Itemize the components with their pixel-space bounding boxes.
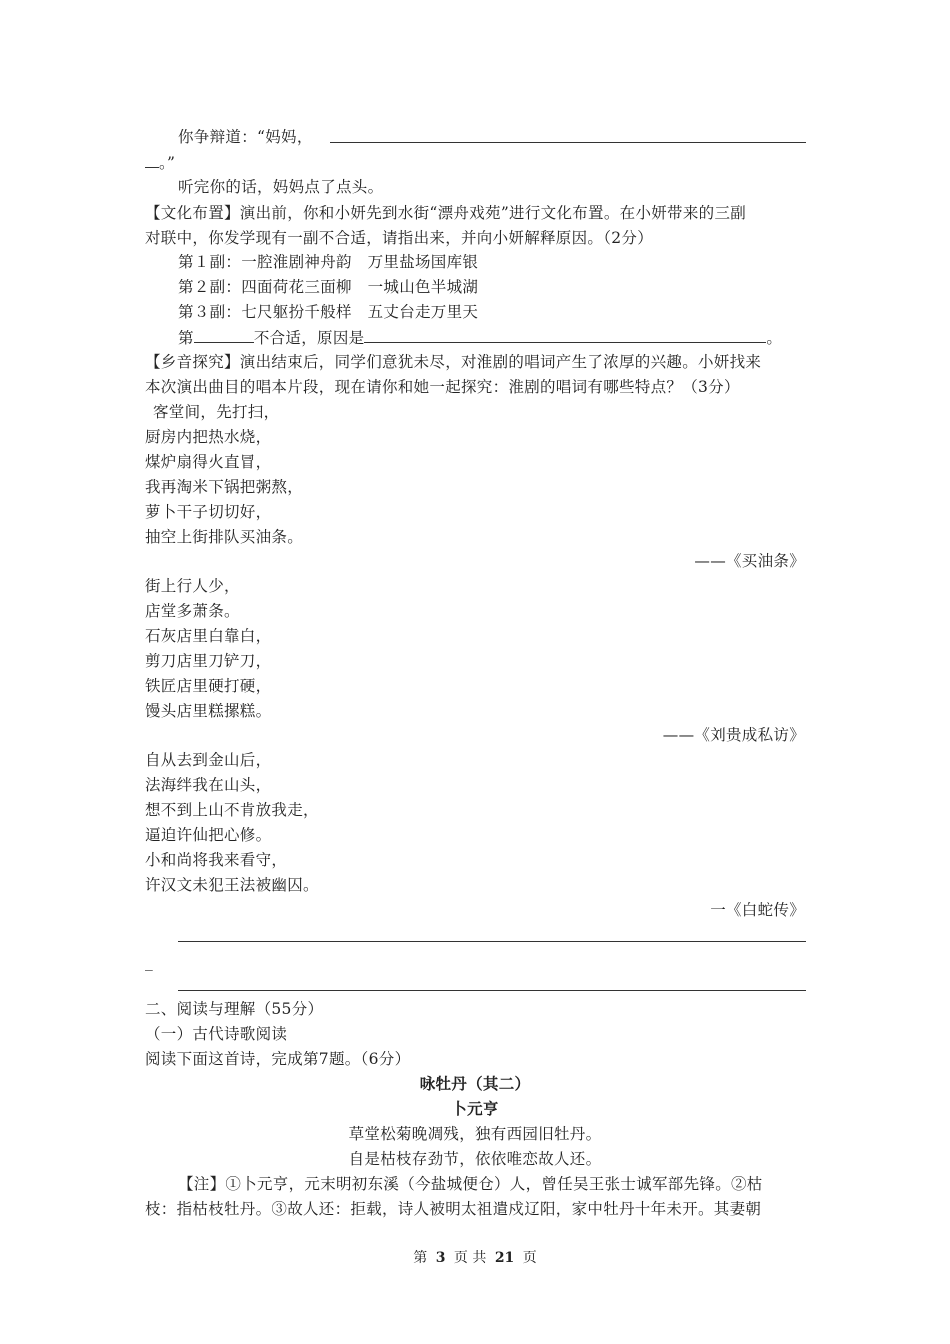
argue-end-line bbox=[145, 152, 175, 173]
poem-line-2: 自是枯枝存劲节，依依唯恋故人还。 bbox=[348, 1150, 602, 1168]
note-line-2: 枝：指枯枝牡丹。③故人还：拒载，诗人被明太祖遣戍辽阳，家中牡丹十年未开。其妻朝 bbox=[145, 1200, 762, 1218]
answer-blank-reason[interactable] bbox=[364, 327, 766, 343]
lyric-line: 抽空上街排队买油条。 bbox=[145, 528, 304, 546]
lyric-line: 街上行人少， bbox=[145, 577, 240, 595]
question-instruction: 阅读下面这首诗，完成第7题。（6分） bbox=[145, 1050, 411, 1068]
section-heading: 二、阅读与理解（55分） bbox=[145, 1000, 324, 1018]
explore-paragraph-2: 本次演出曲目的唱本片段，现在请你和她一起探究：淮剧的唱词有哪些特点？（3分） bbox=[145, 378, 740, 396]
couplet-1: 第１副：一腔淮剧神舟韵 万里盐场国库银 bbox=[178, 253, 479, 271]
couplet-2: 第２副：四面荷花三面柳 一城山色半城湖 bbox=[178, 278, 479, 296]
page-footer bbox=[0, 1247, 950, 1267]
mom-nod-text: 听完你的话，妈妈点了点头。 bbox=[178, 178, 384, 196]
answer-line-1[interactable] bbox=[178, 941, 806, 942]
argue-prefix: 你争辩道：“妈妈， bbox=[178, 128, 313, 146]
lyric-line: 我再淘米下锅把粥熬， bbox=[145, 478, 304, 496]
lyric-line: 法海绊我在山头， bbox=[145, 776, 272, 794]
footer-suffix: 页 bbox=[522, 1250, 537, 1266]
lyric-line: 剪刀店里刀铲刀， bbox=[145, 652, 272, 670]
lyric-line: 铁匠店里硬打硬， bbox=[145, 677, 272, 695]
answer-prefix: 第 bbox=[178, 329, 194, 347]
answer-middle: 不合适，原因是 bbox=[253, 329, 365, 347]
lyric-line: 想不到上山不肯放我走， bbox=[145, 801, 319, 819]
argue-end: 。” bbox=[159, 154, 176, 172]
answer-blank-argue[interactable] bbox=[330, 142, 806, 143]
answer-end: 。 bbox=[766, 329, 783, 347]
lyric-source: ——《刘贵成私访》 bbox=[662, 726, 805, 744]
answer-dash: _ bbox=[145, 953, 154, 971]
lyric-line: 店堂多萧条。 bbox=[145, 602, 240, 620]
poem-title: 咏牡丹（其二） bbox=[419, 1075, 531, 1093]
lyric-line: 萝卜干子切切好， bbox=[145, 503, 272, 521]
argue-line bbox=[178, 127, 313, 147]
footer-prefix: 第 bbox=[413, 1250, 428, 1266]
poem-line-1: 草堂松菊晚凋残，独有西园旧牡丹。 bbox=[348, 1125, 602, 1143]
couplet-3: 第３副：七尺躯扮千般样 五丈台走万里天 bbox=[178, 303, 479, 321]
note-line-1: 【注】①卜元亨，元末明初东溪（今盐城便仓）人，曾任吴王张士诚军部先锋。②枯 bbox=[178, 1175, 763, 1193]
couplet-answer-line bbox=[178, 327, 782, 348]
lyric-line: 小和尚将我来看守， bbox=[145, 851, 288, 869]
culture-paragraph-2: 对联中，你发学现有一副不合适，请指出来，并向小妍解释原因。（2分） bbox=[145, 229, 654, 247]
lyric-source: 一《白蛇传》 bbox=[710, 901, 805, 919]
lyric-line: 煤炉扇得火直冒， bbox=[145, 453, 272, 471]
answer-line-2[interactable] bbox=[178, 990, 806, 991]
page-total: 21 bbox=[494, 1250, 515, 1266]
lyric-line: 逼迫许仙把心修。 bbox=[145, 826, 272, 844]
lyric-line: 许汉文未犯王法被幽囚。 bbox=[145, 876, 319, 894]
page-number: 3 bbox=[435, 1250, 446, 1266]
explore-paragraph-1: 【乡音探究】演出结束后，同学们意犹未尽，对淮剧的唱词产生了浓厚的兴趣。小妍找来 bbox=[145, 353, 762, 371]
lyric-line: 客堂间，先打扫， bbox=[153, 403, 280, 421]
answer-blank-argue-end[interactable] bbox=[145, 152, 159, 168]
answer-blank-couplet-number[interactable] bbox=[194, 327, 254, 343]
footer-middle: 页 共 bbox=[453, 1250, 487, 1266]
culture-paragraph-1: 【文化布置】演出前，你和小妍先到水街“漂舟戏苑”进行文化布置。在小妍带来的三副 bbox=[145, 204, 747, 222]
subsection-heading: （一）古代诗歌阅读 bbox=[145, 1025, 288, 1043]
lyric-line: 石灰店里白靠白， bbox=[145, 627, 272, 645]
lyric-source: ——《买油条》 bbox=[694, 552, 805, 570]
lyric-line: 自从去到金山后， bbox=[145, 751, 272, 769]
lyric-line: 馒头店里糕摞糕。 bbox=[145, 702, 272, 720]
poem-author: 卜元亨 bbox=[451, 1100, 499, 1118]
lyric-line: 厨房内把热水烧， bbox=[145, 428, 272, 446]
